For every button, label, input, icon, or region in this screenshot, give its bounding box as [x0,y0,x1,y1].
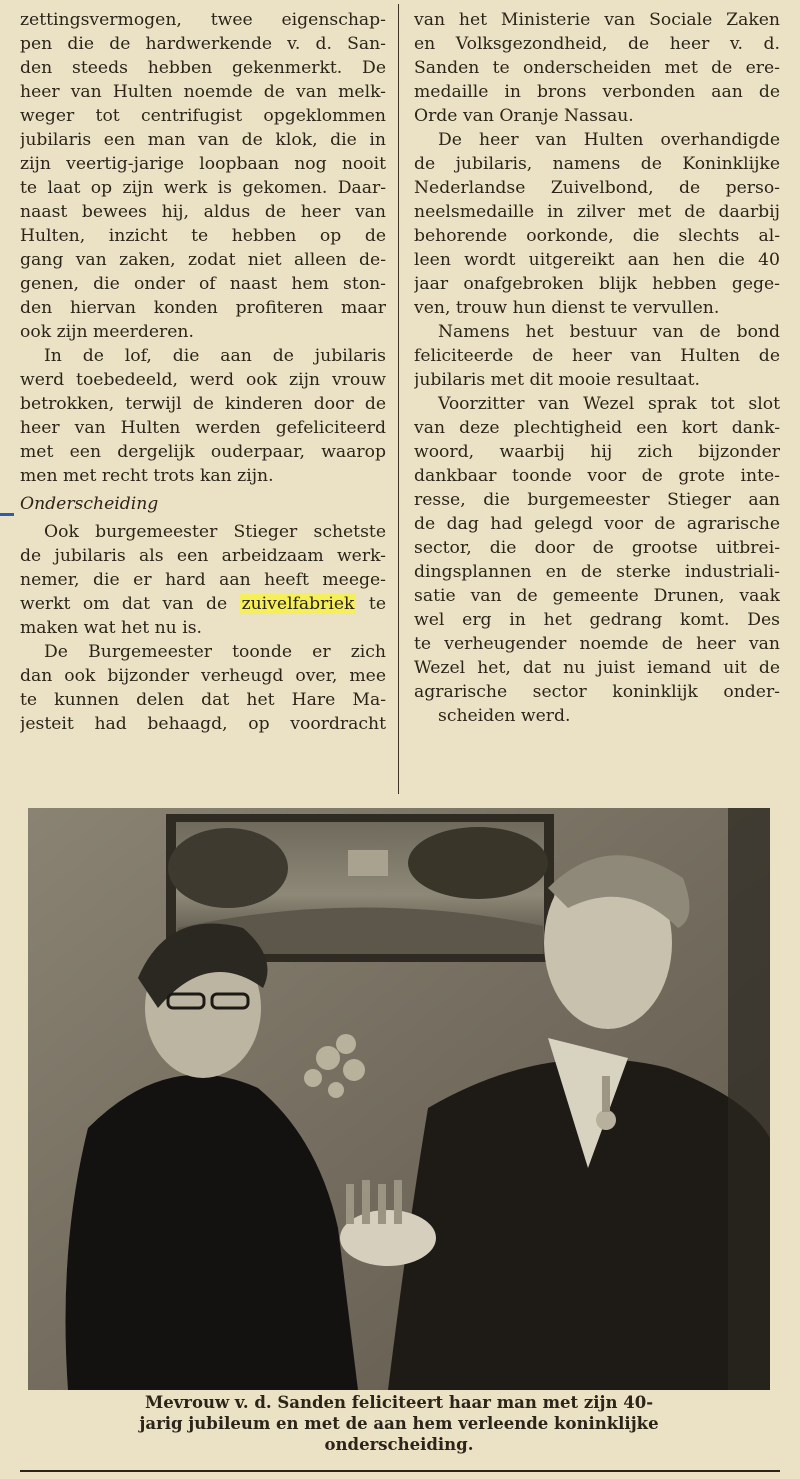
news-photo [28,808,770,1390]
text-line: resse, die burgemeester Stieger aan [414,490,780,510]
page-bottom-rule [20,1470,780,1472]
text-line: leen wordt uitgereikt aan hen die 40 [414,250,780,270]
text-line: nemer, die er hard aan heeft meege- [20,570,386,590]
text-line: satie van de gemeente Drunen, vaak [414,586,780,606]
text-line: en Volksgezondheid, de heer v. d. [414,34,780,54]
text-line: dingsplannen en de sterke industriali- [414,562,780,582]
search-highlight[interactable]: zuivelfabriek [241,594,355,614]
text-line: Nederlandse Zuivelbond, de perso- [414,178,780,198]
text-line: jubilaris met dit mooie resultaat. [414,370,701,390]
text-line: de dag had gelegd voor de agrarische [414,514,780,534]
text-line: jesteit had behaagd, op voordracht [20,714,386,734]
article-column-right [414,8,780,728]
text-line: van het Ministerie van Sociale Zaken [414,10,780,30]
text-line: zettingsvermogen, twee eigenschap- [20,10,386,30]
text-line: Wezel het, dat nu juist iemand uit de [414,658,780,678]
margin-marker [0,513,14,516]
text-line: zijn veertig-jarige loopbaan nog nooit [20,154,386,174]
text-line: De Burgemeester toonde er zich [44,642,386,662]
text-line: de jubilaris, namens de Koninklijke [414,154,780,174]
text-line: den hiervan konden profiteren maar [20,298,386,318]
text-line: sector, die door de grootse uitbrei- [414,538,780,558]
text-line: behorende oorkonde, die slechts al- [414,226,780,246]
section-heading: Onderscheiding [20,494,159,514]
text-line: met een dergelijk ouderpaar, waarop [20,442,386,462]
caption-line: onderscheiding. [324,1435,474,1454]
text-line: naast bewees hij, aldus de heer van [20,202,386,222]
text-line: In de lof, die aan de jubilaris [44,346,386,366]
text-line: dan ook bijzonder verheugd over, mee [20,666,386,686]
text-line: genen, die onder of naast hem ston- [20,274,386,294]
photo-illustration [28,808,770,1390]
text-line: jaar onafgebroken blijk hebben gege- [414,274,780,294]
text-segment: te [356,594,386,614]
text-line: medaille in brons verbonden aan de [414,82,780,102]
text-line: jubilaris een man van de klok, die in [20,130,386,150]
text-line: werd toebedeeld, werd ook zijn vrouw [20,370,386,390]
text-line: neelsmedaille in zilver met de daarbij [414,202,780,222]
text-line: Namens het bestuur van de bond [438,322,780,342]
text-line: ook zijn meerderen. [20,322,194,342]
text-line-highlighted [20,592,386,616]
text-line: betrokken, terwijl de kinderen door de [20,394,386,414]
text-segment: werkt om dat van de [20,594,240,614]
text-line: maken wat het nu is. [20,618,202,638]
text-line: weger tot centrifugist opgeklommen [20,106,386,126]
text-line: ven, trouw hun dienst te vervullen. [414,298,720,318]
text-line: feliciteerde de heer van Hulten de [414,346,780,366]
text-line: heer van Hulten werden gefeliciteerd [20,418,386,438]
text-line: te verheugender noemde de heer van [414,634,780,654]
text-line: dankbaar toonde voor de grote inte- [414,466,780,486]
article-column-left [20,8,386,736]
text-line: De heer van Hulten overhandigde [438,130,780,150]
caption-line: jarig jubileum en met de aan hem verleende koninklijke [139,1414,659,1433]
text-line: men met recht trots kan zijn. [20,466,274,486]
text-line: van deze plechtigheid een kort dank- [414,418,780,438]
text-line: pen die de hardwerkende v. d. San- [20,34,386,54]
text-line: den steeds hebben gekenmerkt. De [20,58,386,78]
text-line: Sanden te onderscheiden met de ere- [414,58,780,78]
photo-caption [28,1392,770,1455]
text-line: woord, waarbij hij zich bijzonder [414,442,780,462]
column-divider [398,4,399,794]
caption-line: Mevrouw v. d. Sanden feliciteert haar man met zijn 40- [144,1393,654,1412]
text-line: wel erg in het gedrang komt. Des [414,610,780,630]
text-line: de jubilaris als een arbeidzaam werk- [20,546,386,566]
text-line: Voorzitter van Wezel sprak tot slot [438,394,780,414]
text-line: gang van zaken, zodat niet alleen de- [20,250,386,270]
text-line: Ook burgemeester Stieger schetste [44,522,386,542]
text-line: Hulten, inzicht te hebben op de [20,226,386,246]
text-line: Orde van Oranje Nassau. [414,106,634,126]
text-line: te laat op zijn werk is gekomen. Daar- [20,178,386,198]
text-line: agrarische sector koninklijk onder- [414,682,780,702]
text-line: scheiden werd. [438,706,571,726]
text-line: te kunnen delen dat het Hare Ma- [20,690,386,710]
text-line: heer van Hulten noemde de van melk- [20,82,386,102]
